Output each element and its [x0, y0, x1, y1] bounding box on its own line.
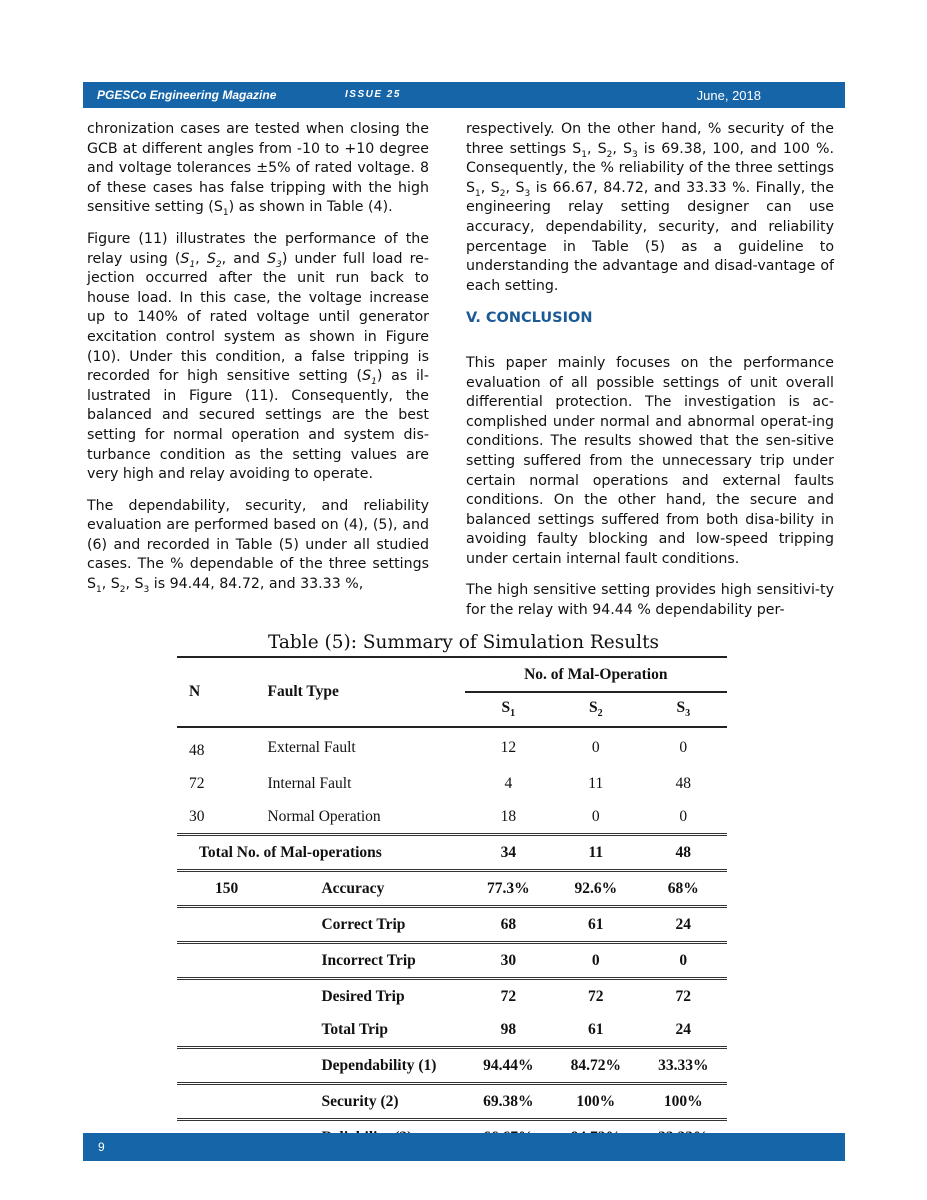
metric-row: Correct Trip 68 61 24	[177, 907, 727, 943]
metric-row: Total Trip 98 61 24	[321, 1020, 691, 1038]
header-n: N	[177, 657, 267, 727]
total-mal-row: Total No. of Mal-operations 34 11 48	[177, 835, 727, 871]
results-table	[177, 656, 727, 1156]
paragraph: The high sensitive setting provides high sensitivi-ty for the relay with 94.44 % dependability per-	[466, 582, 834, 619]
page-footer	[83, 1133, 845, 1161]
header-fault-type: Fault Type	[267, 657, 464, 727]
header-s2: $S_2$	[552, 692, 639, 727]
metric-row: Incorrect Trip 30 0 0	[177, 943, 727, 979]
paragraph: This paper mainly focuses on the performance evaluation of all possible settings of unit overall differential protection. The investigation is ac-complished under normal and abnormal operat-ing conditions. The results showed that the sen-sitive setting suffered from the unnecessary trip under certain normal operations and external faults conditions. On the other hand, the secure and balanced settings suffered from both disa-bility in avoiding faulty blocking and low-speed tripping under certain internal fault conditions.	[466, 354, 834, 567]
header-s3: $S_3$	[640, 692, 728, 727]
table-row: 72 Internal Fault 4 11 48	[189, 774, 691, 792]
left-column	[87, 120, 429, 604]
paragraph: Figure (11) illustrates the performance of the relay using ($S_1$, $S_2$, and $S_3$) under full load re-jection occurred after the unit run back to house load. In this case, the voltage increase up to 140% of rated voltage until generator excitation control system as shown in Figure (10). Under this condition, a false tripping is recorded for high sensitive setting $(S_1)$ as il-lustrated in Figure (11). Consequently, the balanced and secured settings are the best setting for normal operation and system dis-turbance condition as the setting values are very high and relay avoiding to operate.	[87, 230, 429, 483]
section-heading: V. CONCLUSION	[466, 310, 593, 327]
page-number: 9	[98, 1140, 105, 1154]
metric-row-accuracy: 150 Accuracy 77.3% 92.6% 68%	[177, 871, 727, 907]
paragraph: respectively. On the other hand, % security of the three settings $S_1$, $S_2$, $S_3$ is 69.38, 100, and 100 %. Consequently, the % reliability of the three settings $S_1$, $S_2$, $S_3$ is 66.67, 84.72, and 33.33 %. Finally, the engineering relay setting designer can use accuracy, dependability, security, and reliability percentage in Table (5) as a guideline to understanding the advantage and disad-vantage of each setting.	[466, 121, 835, 294]
paragraph: The dependability, security, and reliability evaluation are performed based on (4), (5), and (6) and recorded in Table (5) under all studied cases. The % dependable of the three settings $S_1$, $S_2$, $S_3$ is 94.44, 84.72, and 33.33 %,	[87, 497, 429, 595]
paragraph: chronization cases are tested when closing the GCB at different angles from -10 to +10 degree and voltage tolerances ±5% of rated voltage. 8 of these cases has false tripping with the high sensitive setting $(S_1)$ as shown in Table (4).	[87, 121, 429, 219]
metric-row: Dependability (1) 94.44% 84.72% 33.33%	[177, 1048, 727, 1084]
table-row: 30 Normal Operation 18 0 0	[189, 807, 688, 825]
metric-row: Security (2) 69.38% 100% 100%	[177, 1084, 727, 1120]
table-header-row	[177, 657, 727, 692]
magazine-title: PGESCo Engineering Magazine	[97, 88, 277, 102]
page-header	[83, 82, 845, 108]
issue-date: June, 2018	[696, 88, 761, 103]
table-title: Table (5): Summary of Simulation Results	[268, 632, 659, 653]
metric-row: Desired Trip 72 72 72	[177, 979, 727, 1014]
header-s1: $S_1$	[465, 692, 552, 727]
issue-label: ISSUE 25	[345, 89, 401, 100]
table-row: 48 External Fault 12 0 0	[177, 727, 727, 767]
right-column	[466, 120, 834, 630]
header-mal-operation: No. of Mal-Operation	[465, 657, 727, 692]
